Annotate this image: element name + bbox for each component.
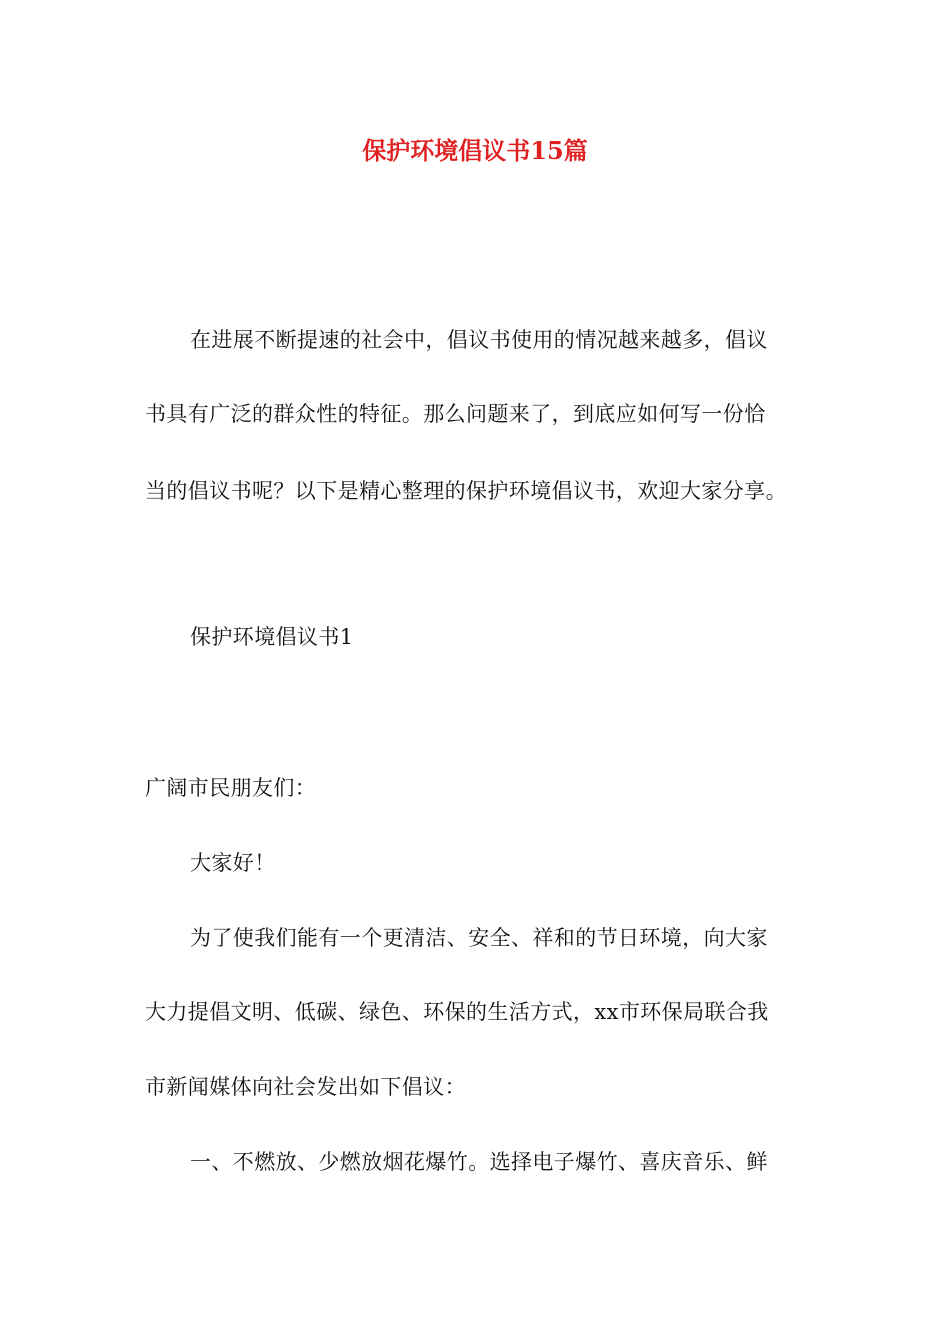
section-heading: 保护环境倡议书1: [190, 625, 354, 649]
greeting: 大家好！: [190, 851, 276, 875]
intro-line-1: 在进展不断提速的社会中，倡议书使用的情况越来越多，倡议: [190, 328, 768, 352]
body-line-4: 一、不燃放、少燃放烟花爆竹。选择电子爆竹、喜庆音乐、鲜: [190, 1150, 768, 1174]
body-line-3: 市新闻媒体向社会发出如下倡议：: [145, 1075, 466, 1099]
intro-line-3: 当的倡议书呢？以下是精心整理的保护环境倡议书，欢迎大家分享。: [145, 479, 787, 503]
salutation: 广阔市民朋友们：: [145, 776, 317, 800]
body-line-1: 为了使我们能有一个更清洁、安全、祥和的节日环境，向大家: [190, 926, 768, 950]
document-title: 保护环境倡议书15篇: [362, 136, 588, 165]
body-line-2: 大力提倡文明、低碳、绿色、环保的生活方式，xx市环保局联合我: [145, 1000, 769, 1024]
intro-line-2: 书具有广泛的群众性的特征。那么问题来了，到底应如何写一份恰: [145, 402, 766, 426]
